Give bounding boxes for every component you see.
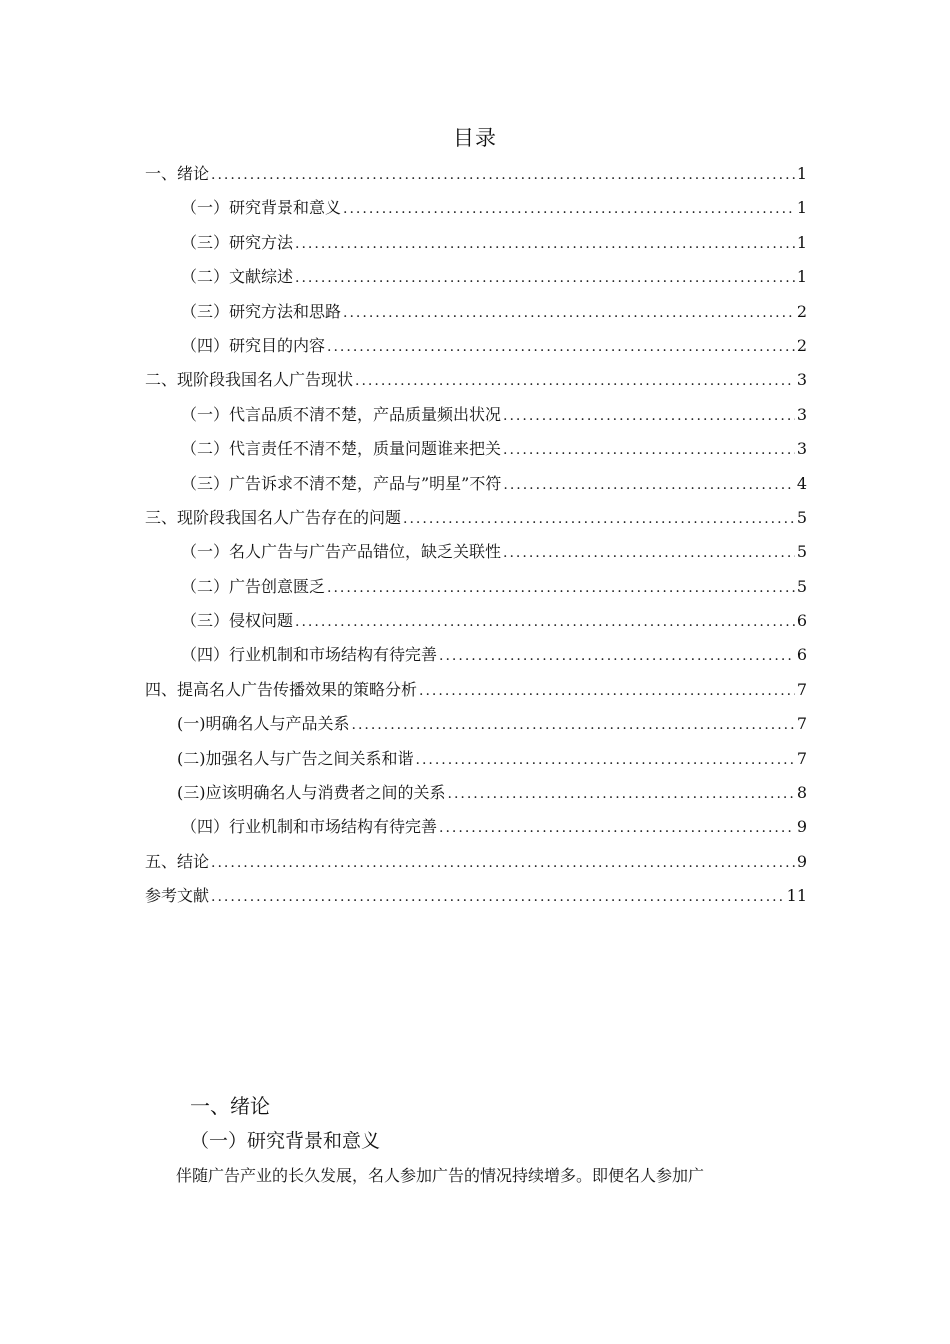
toc-entry-page: 11 [786, 886, 807, 906]
toc-entry-page: 3 [796, 439, 807, 459]
toc-entry-text: 一、绪论 [145, 164, 210, 183]
toc-entry-page: 1 [796, 267, 807, 287]
toc-entry-text: (三)应该明确名人与消费者之间的关系 [177, 783, 446, 803]
toc-entry-text: （二）代言责任不清不楚，质量问题谁来把关 [181, 439, 502, 459]
toc-entry-page: 3 [796, 404, 807, 424]
toc-entry-text: （一）研究背景和意义 [181, 198, 342, 218]
toc-entry[interactable] [145, 194, 807, 228]
toc-entry[interactable] [145, 401, 807, 435]
toc-entry-page: 5 [796, 576, 807, 596]
toc-entry-text: （四）行业机制和市场结构有待完善 [181, 817, 438, 837]
toc-entry-text: （一）名人广告与广告产品错位，缺乏关联性 [181, 542, 502, 562]
toc-dot-leader [439, 814, 795, 842]
toc-entry-page: 7 [796, 748, 807, 768]
toc-entry[interactable] [145, 641, 807, 675]
toc-dot-leader [211, 849, 795, 877]
body-paragraph: 伴随广告产业的长久发展，名人参加广告的情况持续增多。即便名人参加广 [176, 1166, 705, 1185]
toc-entry-text: （一）代言品质不清不楚，产品质量频出状况 [181, 404, 502, 424]
toc-entry-text: （二）广告创意匮乏 [181, 576, 326, 596]
toc-entry-page: 8 [796, 783, 807, 803]
toc-entry[interactable] [145, 813, 807, 847]
toc-dot-leader [503, 402, 795, 430]
toc-dot-leader [295, 264, 795, 292]
toc-entry[interactable] [145, 573, 807, 607]
toc-entry[interactable] [145, 229, 807, 263]
toc-title: 目录 [453, 126, 497, 150]
toc-entry[interactable] [145, 160, 807, 194]
toc-entry-text: （四）行业机制和市场结构有待完善 [181, 645, 438, 665]
toc-dot-leader [343, 195, 795, 223]
toc-dot-leader [503, 471, 794, 499]
toc-entry-page: 6 [796, 611, 807, 631]
toc-dot-leader [416, 746, 795, 774]
toc-entry-page: 1 [796, 164, 807, 183]
toc-dot-leader [211, 883, 785, 911]
toc-entry-text: 五、结论 [145, 851, 210, 871]
toc-dot-leader [503, 539, 795, 567]
toc-entry-text: (一)明确名人与产品关系 [177, 714, 350, 734]
toc-entry[interactable] [145, 848, 807, 882]
toc-entry[interactable] [145, 435, 807, 469]
toc-entry-text: （三）研究方法 [181, 232, 294, 252]
toc-dot-leader [352, 711, 795, 739]
toc-dot-leader [419, 677, 795, 705]
toc-entry-page: 9 [796, 851, 807, 871]
table-of-contents [145, 160, 807, 917]
toc-entry-page: 7 [796, 679, 807, 699]
toc-entry-text: （三）广告诉求不清不楚，产品与”明星”不符 [181, 473, 502, 493]
section-heading: 一、绪论 [190, 1094, 270, 1118]
toc-dot-leader [343, 299, 795, 327]
toc-entry-text: 四、提高名人广告传播效果的策略分析 [145, 679, 418, 699]
toc-dot-leader [403, 505, 795, 533]
toc-entry-page: 2 [796, 335, 807, 355]
toc-entry[interactable] [145, 263, 807, 297]
toc-dot-leader [355, 367, 795, 395]
subsection-heading: （一）研究背景和意义 [190, 1130, 381, 1152]
toc-entry[interactable] [145, 504, 807, 538]
toc-entry-page: 5 [796, 542, 807, 562]
toc-dot-leader [295, 230, 795, 258]
toc-entry-page: 9 [796, 817, 807, 837]
toc-entry[interactable] [145, 470, 807, 504]
toc-entry-text: （三）研究方法和思路 [181, 301, 342, 321]
toc-entry[interactable] [145, 745, 807, 779]
toc-entry-page: 2 [796, 301, 807, 321]
toc-entry[interactable] [145, 779, 807, 813]
toc-entry-text: 三、现阶段我国名人广告存在的问题 [145, 507, 402, 527]
toc-entry-text: 二、现阶段我国名人广告现状 [145, 370, 354, 390]
toc-entry[interactable] [145, 710, 807, 744]
toc-entry-page: 5 [796, 507, 807, 527]
toc-entry[interactable] [145, 366, 807, 400]
toc-dot-leader [327, 333, 795, 361]
toc-entry[interactable] [145, 298, 807, 332]
toc-entry-page: 4 [796, 473, 807, 493]
toc-entry-text: （四）研究目的内容 [181, 335, 326, 355]
toc-entry-page: 3 [796, 370, 807, 390]
toc-entry[interactable] [145, 332, 807, 366]
toc-dot-leader [439, 642, 795, 670]
toc-entry[interactable] [145, 538, 807, 572]
toc-dot-leader [327, 574, 795, 602]
toc-dot-leader [211, 161, 795, 189]
toc-entry-page: 1 [796, 232, 807, 252]
toc-entry[interactable] [145, 882, 807, 916]
toc-entry-page: 1 [796, 198, 807, 218]
toc-dot-leader [503, 436, 795, 464]
toc-entry-page: 6 [796, 645, 807, 665]
toc-entry-text: (二)加强名人与广告之间关系和谐 [177, 748, 414, 768]
toc-entry-text: 参考文献 [145, 886, 210, 906]
toc-dot-leader [295, 608, 795, 636]
toc-dot-leader [448, 780, 795, 808]
toc-entry[interactable] [145, 607, 807, 641]
toc-entry-text: （二）文献综述 [181, 267, 294, 287]
toc-entry-text: （三）侵权问题 [181, 611, 294, 631]
toc-entry[interactable] [145, 676, 807, 710]
toc-entry-page: 7 [796, 714, 807, 734]
